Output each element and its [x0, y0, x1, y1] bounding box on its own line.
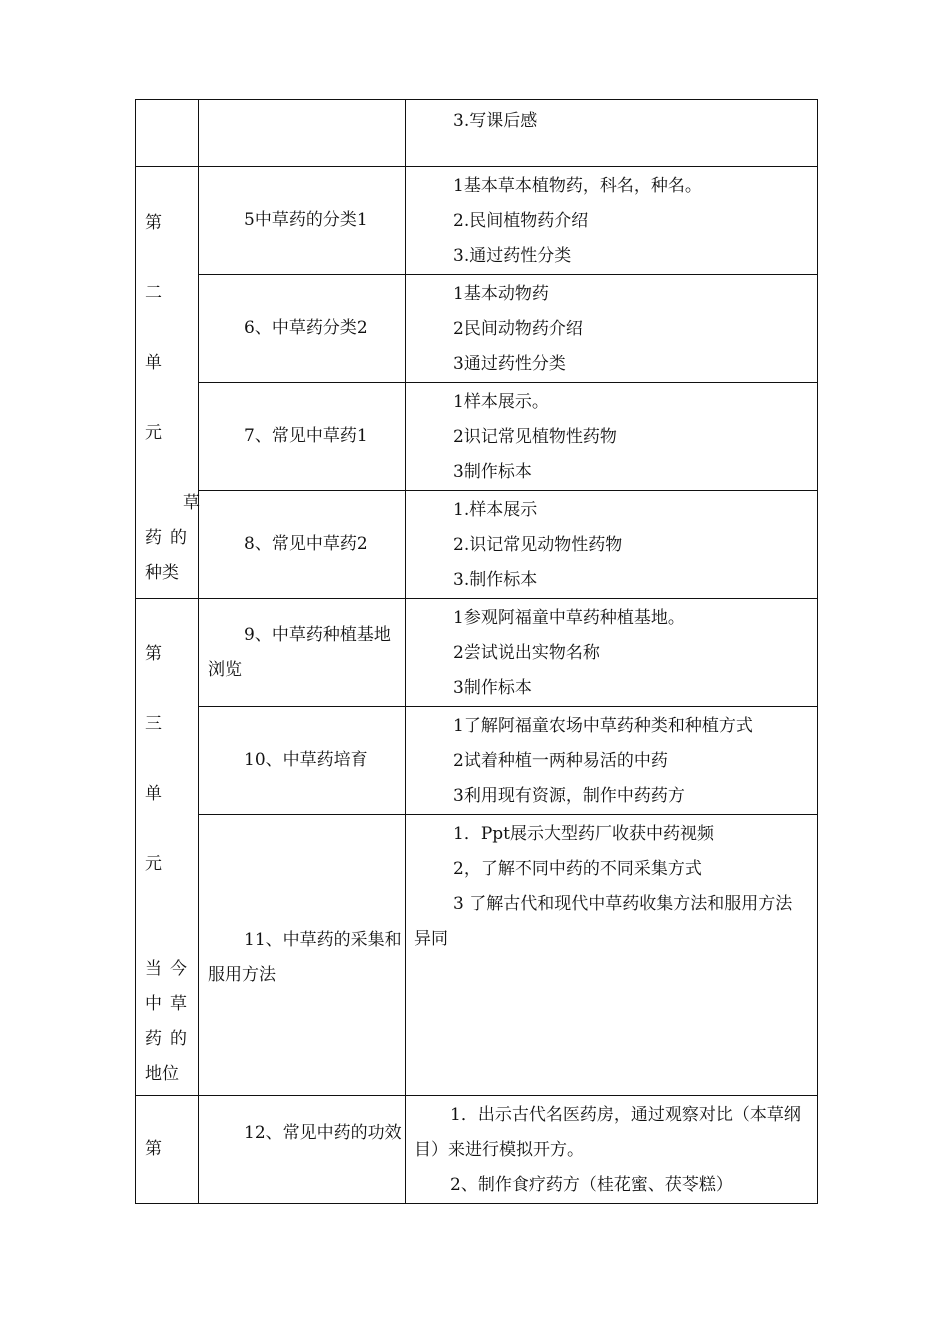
unit-label: 地位: [145, 1064, 179, 1084]
content-item: 3通过药性分类: [453, 354, 566, 374]
lesson-title: 5中草药的分类1: [244, 209, 368, 230]
unit-label: 药的: [145, 528, 195, 548]
unit-label: 元: [145, 423, 162, 443]
content-item: 3.通过药性分类: [453, 246, 572, 266]
table-row: [136, 383, 818, 491]
content-item: 3制作标本: [453, 678, 532, 698]
content-cell: [406, 275, 818, 383]
content-cell: [406, 167, 818, 275]
content-item: 2、制作食疗药方（桂花蜜、茯苓糕）: [450, 1175, 733, 1195]
table-row: [136, 707, 818, 815]
content-item: 1参观阿福童中草药种植基地。: [453, 608, 685, 628]
content-item: 3.制作标本: [453, 570, 538, 590]
lesson-title: 9、中草药种植基地浏览: [208, 625, 391, 680]
table-row: [136, 1096, 818, 1204]
content-item: 3制作标本: [453, 462, 532, 482]
lesson-cell: [199, 599, 406, 707]
lesson-cell: [199, 167, 406, 275]
unit-label: 中草: [145, 994, 195, 1014]
lesson-title: 7、常见中草药1: [244, 425, 368, 446]
unit-cell: [136, 100, 199, 167]
unit-label: 草: [183, 493, 200, 513]
lesson-cell: [199, 383, 406, 491]
lesson-cell: [199, 707, 406, 815]
content-item: 3 了解古代和现代中草药收集方法和服用方法异同: [414, 894, 793, 949]
content-item: 1．出示古代名医药房，通过观察对比（本草纲目）来进行模拟开方。: [414, 1105, 801, 1160]
content-item: 1基本动物药: [453, 284, 549, 304]
table-row: [136, 100, 818, 167]
content-item: 2民间动物药介绍: [453, 319, 583, 339]
lesson-title: 11、中草药的采集和服用方法: [208, 930, 402, 985]
content-item: 2，了解不同中药的不同采集方式: [453, 859, 702, 879]
lesson-plan-table: [135, 99, 818, 1204]
content-cell: [406, 1096, 818, 1204]
content-cell: [406, 707, 818, 815]
unit-label: 单: [145, 784, 162, 804]
content-cell: [406, 100, 818, 167]
content-cell: [406, 491, 818, 599]
unit-cell-2: [136, 167, 199, 599]
table-row: [136, 491, 818, 599]
lesson-cell: [199, 1096, 406, 1204]
unit-label: 药的: [145, 1029, 195, 1049]
unit-label: 三: [145, 714, 162, 734]
lesson-cell: [199, 491, 406, 599]
lesson-title: 10、中草药培育: [244, 749, 368, 770]
unit-label: 当今: [145, 959, 195, 979]
lesson-cell: [199, 275, 406, 383]
content-cell: [406, 815, 818, 1096]
unit-label: 第: [145, 213, 162, 233]
unit-label: 种类: [145, 563, 179, 583]
lesson-title: 8、常见中草药2: [244, 533, 368, 554]
unit-label: 第: [145, 1139, 162, 1159]
unit-label: 二: [145, 283, 162, 303]
unit-label: 单: [145, 353, 162, 373]
table-row: [136, 275, 818, 383]
content-cell: [406, 599, 818, 707]
content-item: 1．Ppt展示大型药厂收获中药视频: [453, 824, 714, 844]
content-item: 2试着种植一两种易活的中药: [453, 751, 668, 771]
unit-cell-4: [136, 1096, 199, 1204]
content-item: 1.样本展示: [453, 500, 538, 520]
unit-label: 第: [145, 644, 162, 664]
content-item: 1基本草本植物药，科名，种名。: [453, 176, 702, 196]
table-row: [136, 167, 818, 275]
content-item: 2尝试说出实物名称: [453, 643, 600, 663]
content-cell: [406, 383, 818, 491]
content-item: 1样本展示。: [453, 392, 549, 412]
lesson-cell: [199, 100, 406, 167]
lesson-title: 6、中草药分类2: [244, 318, 368, 338]
unit-cell-3: [136, 599, 199, 1096]
content-item: 2.民间植物药介绍: [453, 211, 589, 231]
lesson-title: 12、常见中药的功效: [244, 1123, 402, 1143]
table-row: [136, 815, 818, 1096]
content-item: 3利用现有资源，制作中药药方: [453, 786, 685, 806]
content-item: 2识记常见植物性药物: [453, 427, 617, 447]
content-item: 2.识记常见动物性药物: [453, 535, 623, 555]
content-item: 1了解阿福童农场中草药种类和种植方式: [453, 716, 753, 736]
lesson-cell: [199, 815, 406, 1096]
unit-label: 元: [145, 854, 162, 874]
table-row: [136, 599, 818, 707]
content-item: 3.写课后感: [453, 111, 538, 131]
